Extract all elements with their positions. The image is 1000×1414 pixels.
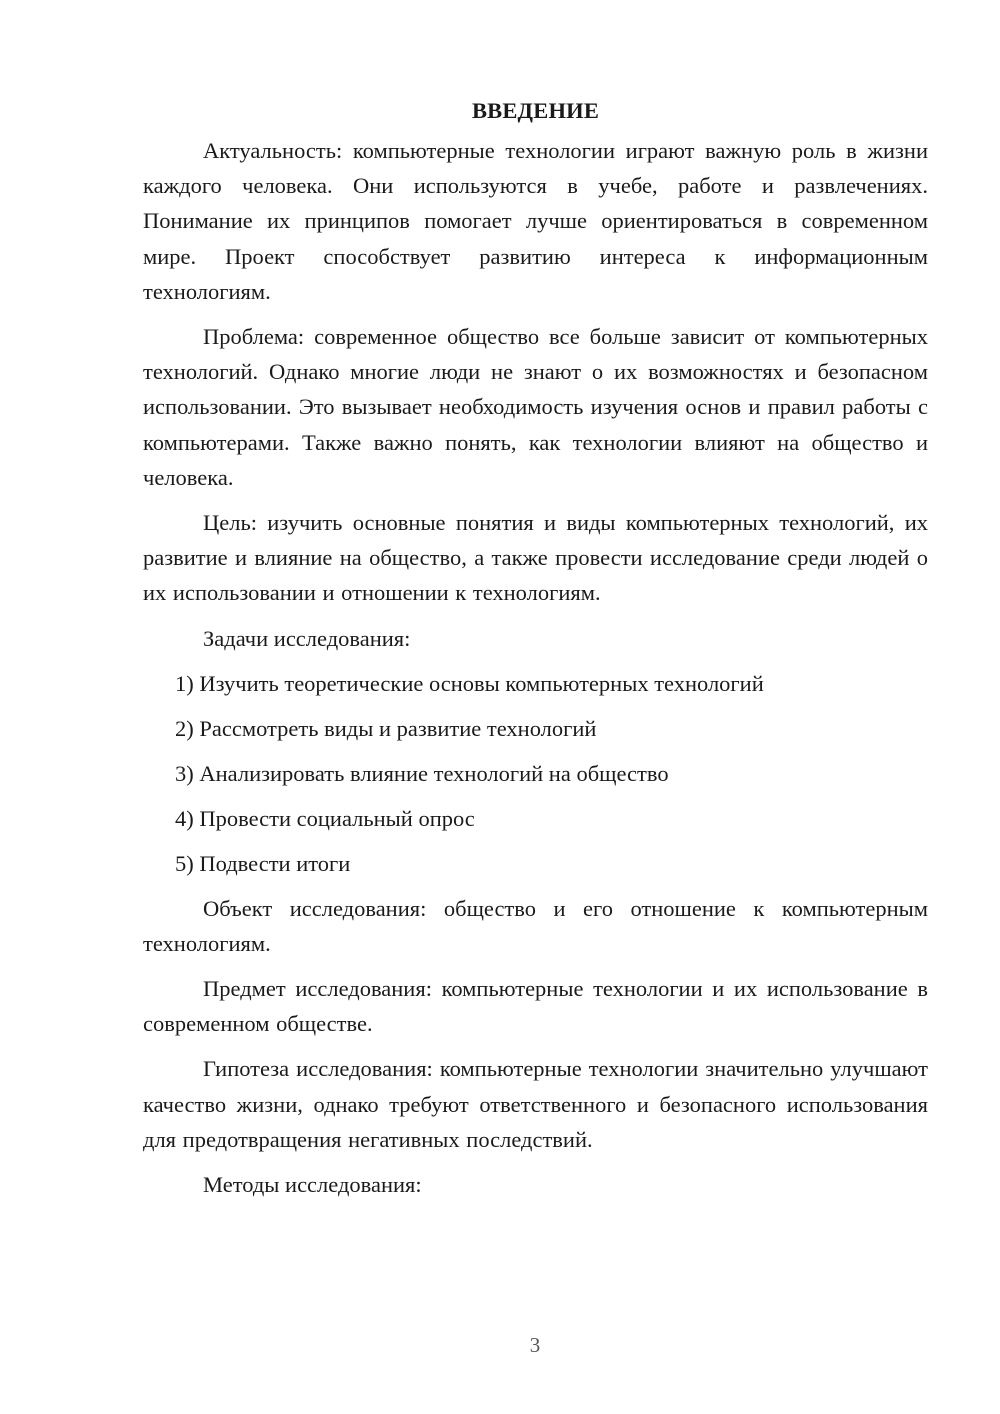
goal-paragraph: Цель: изучить основные понятия и виды компьютерных технологий, их развитие и влияние на общество, а также провести исследование среди людей о их использовании и отношении к технологиям. bbox=[143, 510, 928, 606]
problem-paragraph: Проблема: современное общество все больше зависит от компьютерных технологий. Однако многие люди не знают о их возможностях и безопасном использовании. Это вызывает необходимость изучения основ и правил работы с компьютерами. Также важно понять, как технологии влияют на общество и человека. bbox=[143, 324, 928, 490]
subject-paragraph: Предмет исследования: компьютерные технологии и их использование в современном обществе. bbox=[143, 976, 928, 1037]
section-title: ВВЕДЕНИЕ bbox=[471, 98, 600, 123]
tasks-list bbox=[143, 666, 928, 881]
page-number: 3 bbox=[529, 1333, 541, 1357]
task-item: 2) Рассмотреть виды и развитие технологий bbox=[175, 715, 597, 741]
task-item: 5) Подвести итоги bbox=[175, 850, 351, 876]
task-item: 1) Изучить теоретические основы компьютерных технологий bbox=[175, 670, 764, 696]
relevance-paragraph: Актуальность: компьютерные технологии играют важную роль в жизни каждого человека. Они используются в учебе, работе и развлечениях. Понимание их принципов помогает лучше ориентироваться в современном мире. Проект способствует развитию интереса к информационным технологиям. bbox=[143, 138, 928, 304]
task-item: 4) Провести социальный опрос bbox=[175, 805, 475, 831]
task-item: 3) Анализировать влияние технологий на общество bbox=[175, 760, 669, 786]
page-content bbox=[143, 96, 928, 1212]
hypothesis-paragraph: Гипотеза исследования: компьютерные технологии значительно улучшают качество жизни, однако требуют ответственного и безопасного использования для предотвращения негативных последствий. bbox=[143, 1056, 928, 1152]
methods-heading: Методы исследования: bbox=[203, 1172, 422, 1198]
tasks-heading: Задачи исследования: bbox=[203, 625, 411, 651]
object-paragraph: Объект исследования: общество и его отношение к компьютерным технологиям. bbox=[143, 895, 928, 956]
